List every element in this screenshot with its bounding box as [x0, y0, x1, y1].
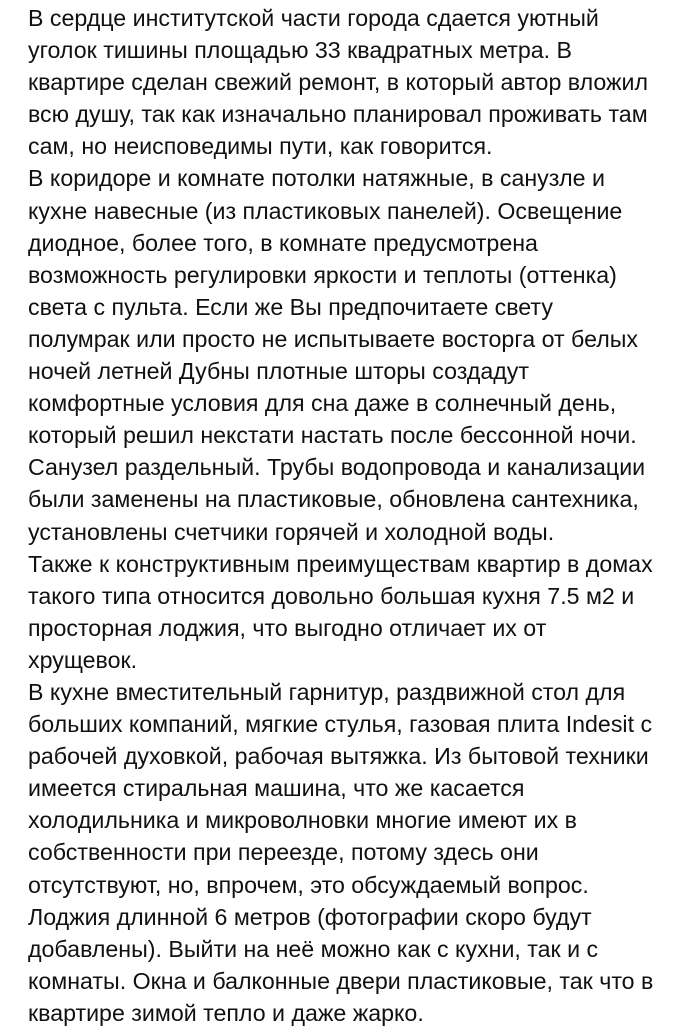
text-line-23: больших компаний, мягкие стулья, газовая плита Indesit с: [28, 711, 653, 738]
text-line-21: хрущевок.: [28, 646, 138, 673]
text-line-10: света с пульта. Если же Вы предпочитаете свету: [28, 293, 553, 320]
listing-description: [28, 0, 688, 1029]
text-line-19: такого типа относится довольно большая кухня 7.5 м2 и: [28, 582, 635, 609]
text-line-28: отсутствуют, но, впрочем, это обсуждаемый вопрос.: [28, 871, 589, 898]
text-line-09: возможность регулировки яркости и теплоты (оттенка): [28, 261, 617, 288]
text-line-18: Также к конструктивным преимуществам квартир в домах: [28, 550, 653, 577]
text-line-20: просторная лоджия, что выгодно отличает их от: [28, 614, 547, 641]
text-line-31: комнаты. Окна и балконные двери пластиковые, так что в: [28, 967, 654, 994]
text-line-08: диодное, более того, в комнате предусмотрена: [28, 229, 538, 256]
text-line-01: В сердце институтской части города сдается уютный: [28, 5, 599, 31]
text-line-04: всю душу, так как изначально планировал проживать там: [28, 101, 648, 128]
text-line-30: добавлены). Выйти на неё можно как с кухни, так и с: [28, 935, 599, 962]
text-line-13: комфортные условия для сна даже в солнечный день,: [28, 390, 617, 417]
text-line-24: рабочей духовкой, рабочая вытяжка. Из бытовой техники: [28, 743, 649, 770]
text-line-22: В кухне вместительный гарнитур, раздвижной стол для: [28, 678, 626, 705]
text-line-03: квартире сделан свежий ремонт, в который автор вложил: [28, 69, 648, 96]
text-line-32: квартире зимой тепло и даже жарко.: [28, 999, 424, 1026]
text-line-16: были заменены на пластиковые, обновлена сантехника,: [28, 486, 639, 513]
text-line-06: В коридоре и комнате потолки натяжные, в санузле и: [28, 165, 605, 192]
text-line-25: имеется стиральная машина, что же касается: [28, 775, 525, 802]
text-line-05: сам, но неисповедимы пути, как говорится.: [28, 133, 493, 160]
text-line-14: который решил некстати настать после бессонной ночи.: [28, 422, 637, 449]
text-line-29: Лоджия длинной 6 метров (фотографии скоро будут: [28, 903, 592, 930]
text-line-07: кухне навесные (из пластиковых панелей). Освещение: [28, 197, 623, 224]
text-line-27: собственности при переезде, потому здесь они: [28, 839, 539, 866]
text-line-15: Санузел раздельный. Трубы водопровода и канализации: [28, 454, 646, 481]
text-line-02: уголок тишины площадью 33 квадратных метра. В: [28, 37, 572, 64]
text-line-11: полумрак или просто не испытываете восторга от белых: [28, 325, 638, 352]
text-line-17: установлены счетчики горячей и холодной воды.: [28, 518, 555, 545]
text-line-26: холодильника и микроволновки многие имеют их в: [28, 807, 577, 834]
text-line-12: ночей летней Дубны плотные шторы создадут: [28, 358, 529, 385]
